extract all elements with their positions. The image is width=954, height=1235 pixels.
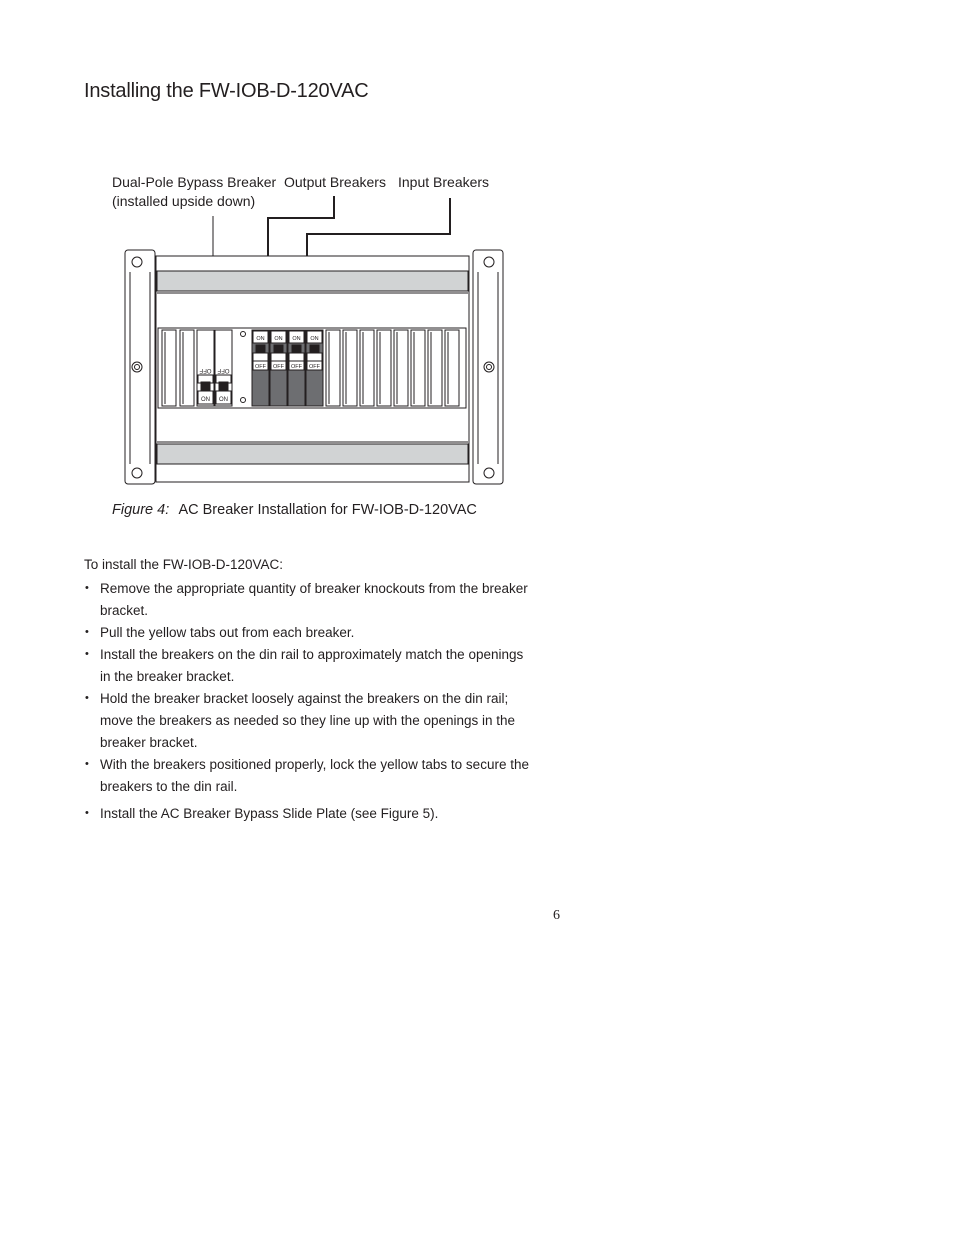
list-item: • Remove the appropriate quantity of breaker knockouts from the breaker bracket. (84, 578, 534, 622)
breaker-3-off-label: OFF (291, 364, 302, 370)
callout-bypass-line2: (installed upside down) (112, 193, 256, 209)
breaker-2-off-label: OFF (273, 364, 284, 370)
figure-caption (112, 502, 477, 518)
list-item: • With the breakers positioned properly, lock the yellow tabs to secure the breakers to the din rail. (84, 754, 534, 798)
bypass-off-label-2: OFF (217, 367, 230, 373)
left-mounting-flange (125, 250, 155, 484)
list-item: • Install the breakers on the din rail to approximately match the openings in the breaker bracket. (84, 644, 534, 688)
breaker-1-off-label: OFF (255, 364, 266, 370)
breaker-2-on-label: ON (274, 336, 283, 342)
breaker-4-on-label: ON (310, 336, 319, 342)
list-item: • Install the AC Breaker Bypass Slide Plate (see Figure 5). (84, 803, 534, 825)
bypass-on-label-2: ON (219, 397, 228, 403)
breaker-4-off-label: OFF (309, 364, 320, 370)
figure-caption-text: AC Breaker Installation for FW-IOB-D-120VAC (178, 502, 477, 518)
page-title: Installing the FW-IOB-D-120VAC (84, 80, 369, 102)
callout-input-breakers: Input Breakers (398, 174, 490, 190)
figure-caption-label: Figure 4: (112, 502, 170, 518)
figure-4 (0, 0, 954, 518)
callout-bypass-line1: Dual-Pole Bypass Breaker (112, 174, 277, 190)
instructions-intro: To install the FW-IOB-D-120VAC: (84, 557, 284, 572)
list-item: • Hold the breaker bracket loosely against the breakers on the din rail; move the breakers as needed so they line up with the openings in the breaker bracket. (84, 688, 534, 753)
breaker-1-on-label: ON (256, 336, 265, 342)
breaker-panel-diagram (0, 0, 954, 500)
right-mounting-flange (473, 250, 503, 484)
bypass-off-label-1: OFF (199, 367, 212, 373)
page-number: 6 (553, 908, 560, 923)
list-item: • Pull the yellow tabs out from each breaker. (84, 622, 534, 644)
breaker-3-on-label: ON (292, 336, 301, 342)
callout-output-breakers: Output Breakers (284, 174, 386, 190)
bypass-on-label-1: ON (201, 397, 210, 403)
instructions-list (84, 578, 534, 825)
